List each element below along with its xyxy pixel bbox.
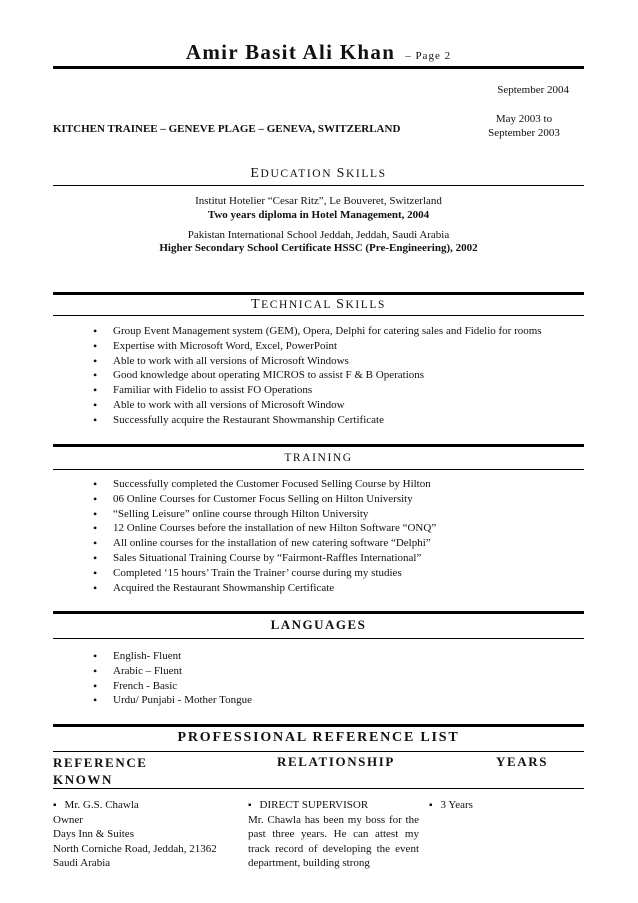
reference-detail: Saudi Arabia [53,856,111,869]
list-item: • Completed ‘15 hours’ Train the Trainer’ course during my studies [93,566,436,581]
list-item: • Expertise with Microsoft Word, Excel, PowerPoint [93,339,542,354]
list-item: • Urdu/ Punjabi - Mother Tongue [93,693,252,708]
list-item: • Acquired the Restaurant Showmanship Certificate [93,581,436,596]
job-title: KITCHEN TRAINEE – GENEVE PLAGE – GENEVA, SWITZERLAND [53,123,401,135]
list-item: • French - Basic [93,679,252,694]
education-rule [53,185,584,186]
column-header-years: YEARS [496,754,549,769]
page-label: – Page 2 [405,50,452,62]
reference-name: ▪ Mr. G.S. Chawla [53,798,233,813]
reference-detail: Owner [53,814,83,827]
relationship-text: Mr. Chawla has been my boss for the past three years. He can attest my track record of developing the event department, building strong [248,814,419,869]
header-rule [53,66,584,69]
list-item: • Arabic – Fluent [93,664,252,679]
list-item: • Successfully acquire the Restaurant Showmanship Certificate [93,413,542,428]
reference-years: ▪ 3 Years [429,798,473,813]
languages-rule-top [53,611,584,614]
references-rule-top [53,724,584,727]
list-item: • Sales Situational Training Course by “Fairmont-Raffles International” [93,551,436,566]
list-item: • Able to work with all versions of Microsoft Window [93,398,542,413]
languages-list [93,649,252,708]
references-header-rule [53,788,584,789]
list-item: • All online courses for the installation of new catering software “Delphi” [93,536,436,551]
technical-title: TECHNICAL SKILLS [250,297,387,312]
reference-detail: North Corniche Road, Jeddah, 21362 [53,842,217,855]
education-degree-1: Two years diploma in Hotel Management, 2004 [207,209,430,221]
technical-rule-top [53,292,584,295]
languages-title: LANGUAGES [270,617,367,632]
education-school-2: Pakistan International School Jeddah, Jeddah, Saudi Arabia [187,229,450,241]
relationship-title: ▪ DIRECT SUPERVISOR [248,798,419,813]
reference-relationship [248,798,419,870]
list-item: • Able to work with all versions of Microsoft Windows [93,354,542,369]
references-title: PROFESSIONAL REFERENCE LIST [177,730,460,745]
column-header-reference: REFERENCE KNOWN [53,755,148,787]
education-degree-2: Higher Secondary School Certificate HSSC (Pre-Engineering), 2002 [159,242,478,254]
training-rule-top [53,444,584,447]
list-item: • “Selling Leisure” online course through Hilton University [93,507,436,522]
job-date-range-end: September 2003 [488,127,560,140]
resume-header [53,40,584,65]
reference-contact [53,798,233,870]
education-school-1: Institut Hotelier “Cesar Ritz”, Le Bouveret, Switzerland [195,195,442,207]
job-date-range-start: May 2003 to [495,113,553,125]
training-title: TRAINING [284,452,353,464]
list-item: • Group Event Management system (GEM), Opera, Delphi for catering sales and Fidelio for rooms [93,324,542,339]
column-header-relationship: RELATIONSHIP [277,754,395,769]
list-item: • Familiar with Fidelio to assist FO Operations [93,383,542,398]
job-date-range [479,112,569,140]
list-item: • English- Fluent [93,649,252,664]
list-item: • Good knowledge about operating MICROS to assist F & B Operations [93,368,542,383]
candidate-name: Amir Basit Ali Khan [185,40,396,64]
job-date-top: September 2004 [497,84,569,96]
list-item: • 06 Online Courses for Customer Focus Selling on Hilton University [93,492,436,507]
reference-detail: Days Inn & Suites [53,828,134,841]
references-rule [53,751,584,752]
training-list [93,477,436,595]
training-rule [53,469,584,470]
education-title: EDUCATION SKILLS [250,166,387,181]
technical-list [93,324,542,428]
list-item: • Successfully completed the Customer Focused Selling Course by Hilton [93,477,436,492]
technical-rule [53,315,584,316]
list-item: • 12 Online Courses before the installation of new Hilton Software “ONQ” [93,521,436,536]
languages-rule [53,638,584,639]
